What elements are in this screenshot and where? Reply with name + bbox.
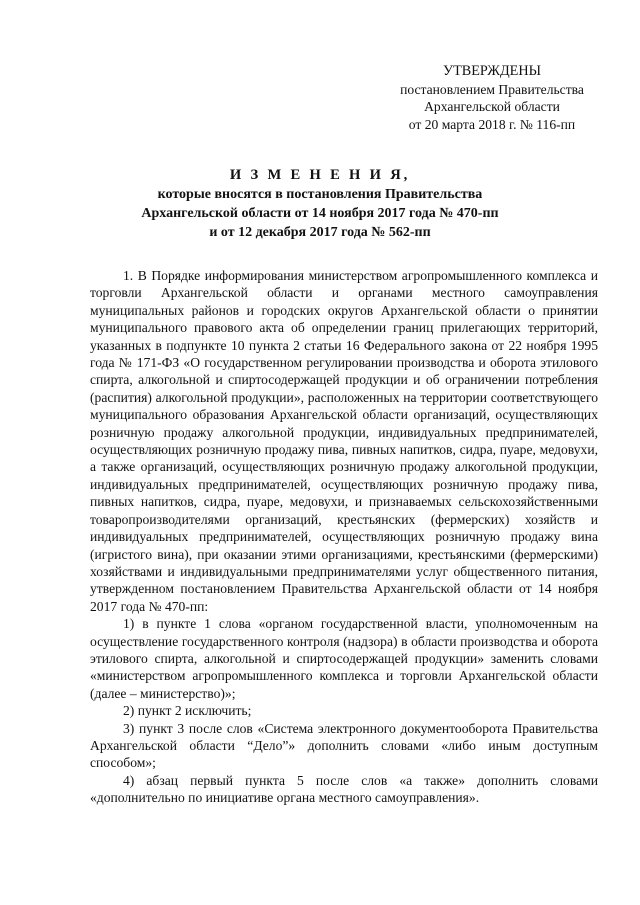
title-line: которые вносятся в постановления Правительства (157, 187, 483, 202)
title-line: и от 12 декабря 2017 года № 562-пп (209, 225, 431, 240)
approval-line: постановлением Правительства (400, 81, 584, 97)
list-item-4: 4) абзац первый пункта 5 после слов «а также» дополнить словами «дополнительно по инициативе органа местного самоуправления». (90, 772, 598, 806)
list-item-1: 1) в пункте 1 слова «органом государственной власти, уполномоченным на осуществление государственного контроля (надзора) в области производства и оборота этилового спирта, алкогольной и спиртосодержащей продукции» заменить словами «министерством агропромышленного комплекса и торговли Архангельской области (далее – министерство)»; (90, 616, 598, 701)
document-title (60, 166, 580, 242)
approval-stamp (385, 63, 599, 133)
paragraph-main: 1. В Порядке информирования министерством агропромышленного комплекса и торговли Архангельской области и органами местного самоуправления муниципальных районов и городских округов Архангельской области о принятии муниципального правового акта об определении границ прилегающих территорий, указанных в подпункте 10 пункта 2 статьи 16 Федерального закона от 22 ноября 1995 года № 171-ФЗ «О государственном регулировании производства и оборота этилового спирта, алкогольной и спиртосодержащей продукции и об ограничении потребления (распития) алкогольной продукции», расположенных на территории соответствующего муниципального образования Архангельской области организаций, осуществляющих розничную продажу алкогольной продукции, индивидуальных предпринимателей, осуществляющих розничную продажу пива, пивных напитков, сидра, пуаре, медовухи, а также организаций, осуществляющих розничную продажу алкогольной продукции, индивидуальных предпринимателей, осуществляющих розничную продажу пива, пивных напитков, сидра, пуаре, медовухи, и признаваемых сельскохозяйственными товаропроизводителями организаций, крестьянских (фермерских) хозяйств и индивидуальных предпринимателей, осуществляющих розничную продажу вина (игристого вина), при оказании этими организациями, крестьянскими (фермерскими) хозяйствами и индивидуальными предпринимателями услуг общественного питания, утвержденном постановлением Правительства Архангельской области от 14 ноября 2017 года № 470-пп: (90, 268, 598, 614)
list-item-2: 2) пункт 2 исключить; (123, 703, 252, 719)
list-item-3: 3) пункт 3 после слов «Система электронного документооборота Правительства Архангельской области “Дело”» дополнить словами «либо иным доступным способом»; (90, 720, 598, 771)
document-body (90, 267, 598, 807)
approval-heading: УТВЕРЖДЕНЫ (443, 63, 541, 79)
title-main: И З М Е Н Е Н И Я, (229, 167, 411, 183)
approval-line: от 20 марта 2018 г. № 116-пп (408, 116, 576, 132)
approval-line: Архангельской области (424, 99, 560, 114)
title-line: Архангельской области от 14 ноября 2017 года № 470-пп (141, 206, 499, 221)
